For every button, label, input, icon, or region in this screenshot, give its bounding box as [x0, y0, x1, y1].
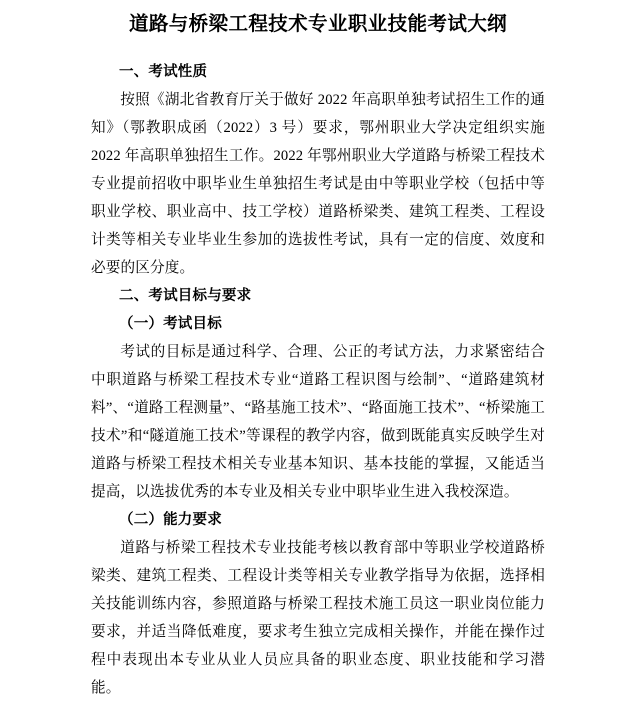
subsection-heading-exam-objectives: （一）考试目标	[119, 316, 222, 333]
section-heading-exam-nature: 一、考试性质	[119, 64, 208, 81]
document-body	[0, 36, 636, 702]
paragraph-exam-nature: 按照《湖北省教育厅关于做好 2022 年高职单独考试招生工作的通知》（鄂教职成函（2022）3 号）要求，鄂州职业大学决定组织实施 2022 年高职单独招生工作。2022 年鄂州职业大学道路与桥梁工程技术专业提前招收中职毕业生单独招生考试是由中等职业学校（包括中等职业学校、职业高中、技工学校）道路桥梁类、建筑工程类、工程设计类等相关专业毕业生参加的选拔性考试，具有一定的信度、效度和必要的区分度。	[91, 92, 545, 277]
page-title: 道路与桥梁工程技术专业职业技能考试大纲	[128, 13, 508, 35]
subsection-heading-ability-requirements: （二）能力要求	[119, 512, 222, 529]
section-heading-objectives-requirements: 二、考试目标与要求	[119, 288, 252, 305]
paragraph-exam-objectives: 考试的目标是通过科学、合理、公正的考试方法，力求紧密结合中职道路与桥梁工程技术专业“道路工程识图与绘制”、“道路建筑材料”、“道路工程测量”、“路基施工技术”、“路面施工技术”、“桥梁施工技术”和“隧道施工技术”等课程的教学内容，做到既能真实反映学生对道路与桥梁工程技术相关专业基本知识、基本技能的掌握，又能适当提高，以选拔优秀的本专业及相关专业中职毕业生进入我校深造。	[91, 344, 545, 501]
paragraph-ability-requirements: 道路与桥梁工程技术专业技能考核以教育部中等职业学校道路桥梁类、建筑工程类、工程设计类等相关专业教学指导为依据，选择相关技能训练内容，参照道路与桥梁工程技术施工员这一职业岗位能力要求，并适当降低难度，要求考生独立完成相关操作，并能在操作过程中表现出本专业从业人员应具备的职业态度、职业技能和学习潜能。	[91, 540, 545, 697]
